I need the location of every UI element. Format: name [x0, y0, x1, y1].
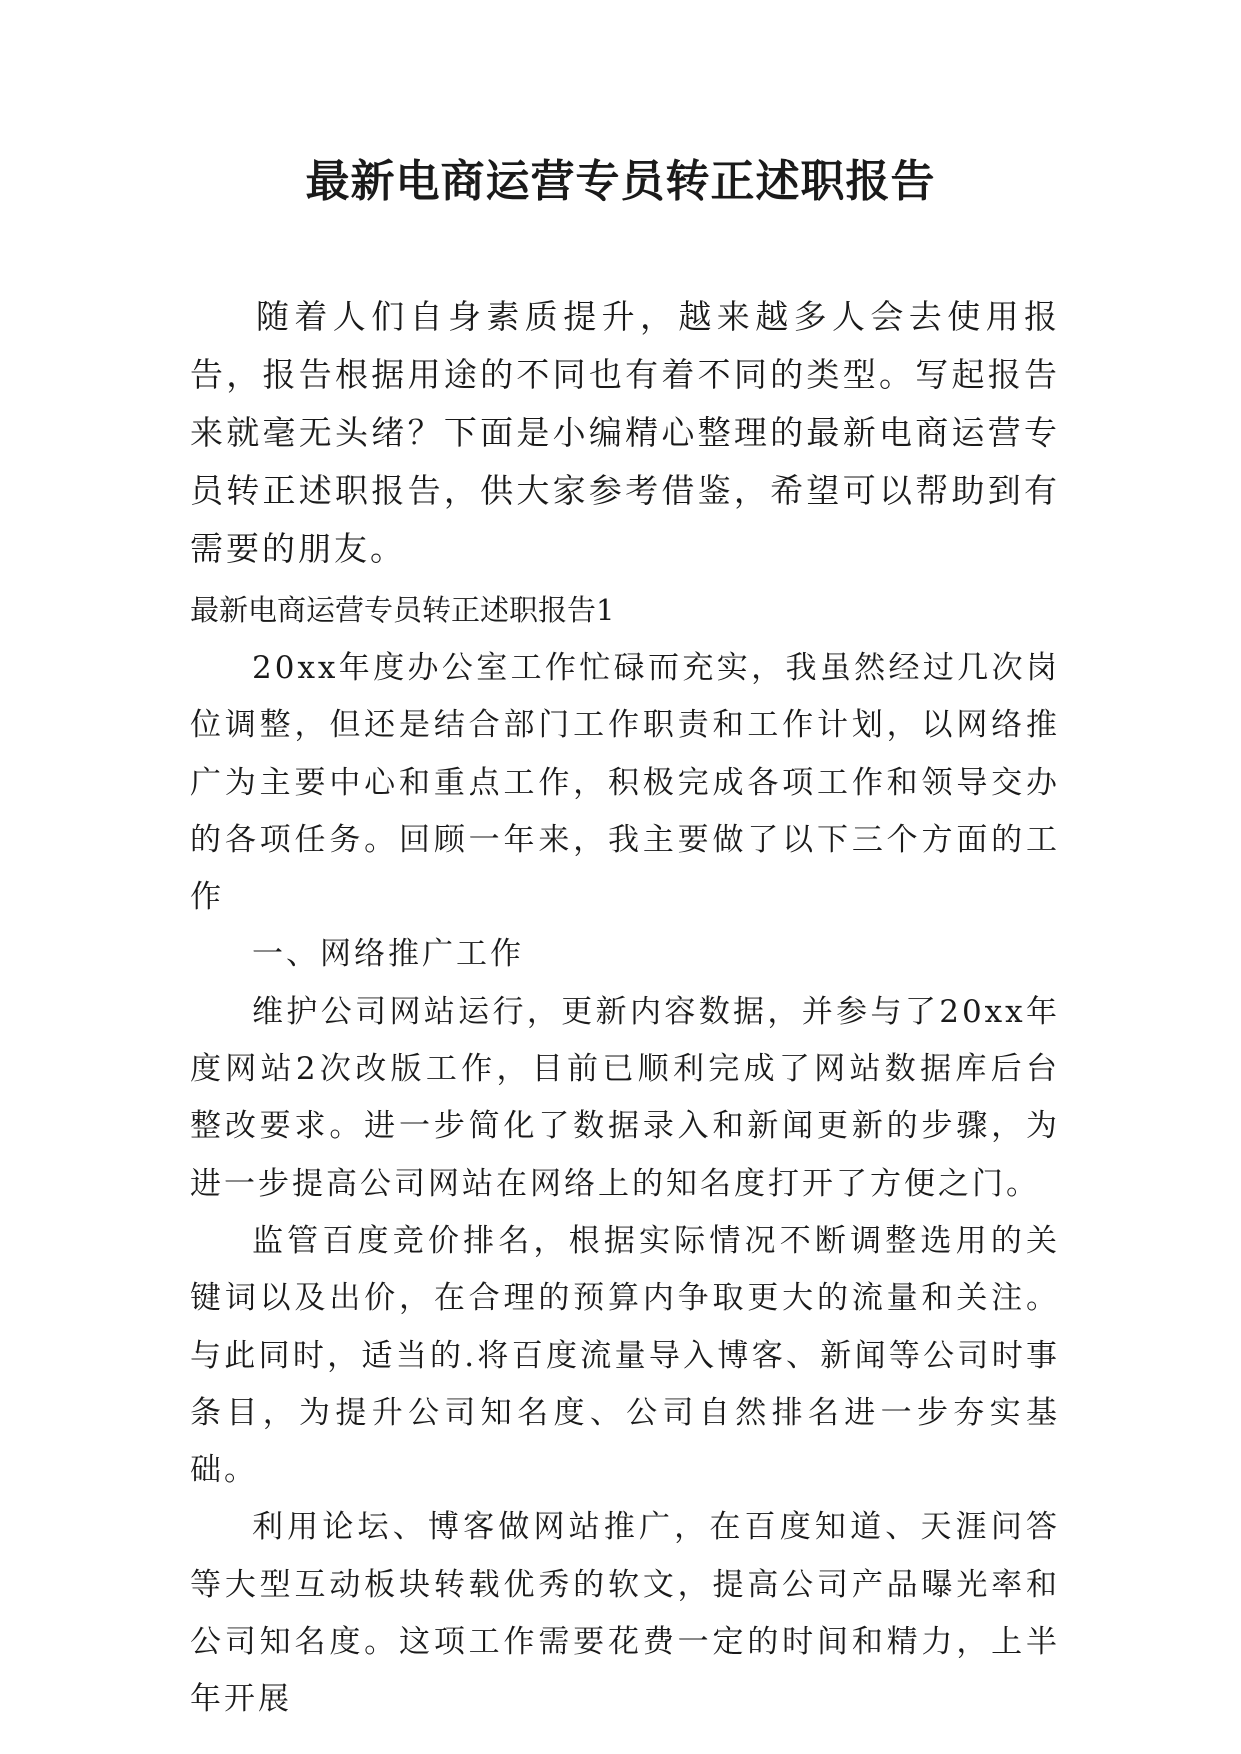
intro-paragraph: 随着人们自身素质提升，越来越多人会去使用报告，报告根据用途的不同也有着不同的类型。写起报告来就毫无头绪？下面是小编精心整理的最新电商运营专员转正述职报告，供大家参考借鉴，希望可以帮助到有需要的朋友。	[190, 297, 1060, 568]
body-paragraph-2: 维护公司网站运行，更新内容数据，并参与了20xx年度网站2次改版工作，目前已顺利完成了网站数据库后台整改要求。进一步简化了数据录入和新闻更新的步骤，为进一步提高公司网站在网络上的知名度打开了方便之门。	[190, 993, 1060, 1202]
body-text	[190, 640, 1060, 1729]
body-paragraph-4: 利用论坛、博客做网站推广，在百度知道、天涯问答等大型互动板块转载优秀的软文，提高公司产品曝光率和公司知名度。这项工作需要花费一定的时间和精力，上半年开展	[190, 1509, 1060, 1718]
document-title: 最新电商运营专员转正述职报告	[305, 156, 936, 207]
body-paragraph-3: 监管百度竞价排名，根据实际情况不断调整选用的关键词以及出价，在合理的预算内争取更大的流量和关注。与此同时，适当的.将百度流量导入博客、新闻等公司时事条目，为提升公司知名度、公司自然排名进一步夯实基础。	[190, 1222, 1060, 1489]
subsection-heading: 一、网络推广工作	[252, 936, 524, 973]
body-paragraph-1: 20xx年度办公室工作忙碌而充实，我虽然经过几次岗位调整，但还是结合部门工作职责和工作计划，以网络推广为主要中心和重点工作，积极完成各项工作和领导交办的各项任务。回顾一年来，我主要做了以下三个方面的工作	[190, 650, 1060, 916]
section-heading: 最新电商运营专员转正述职报告1	[190, 593, 615, 627]
